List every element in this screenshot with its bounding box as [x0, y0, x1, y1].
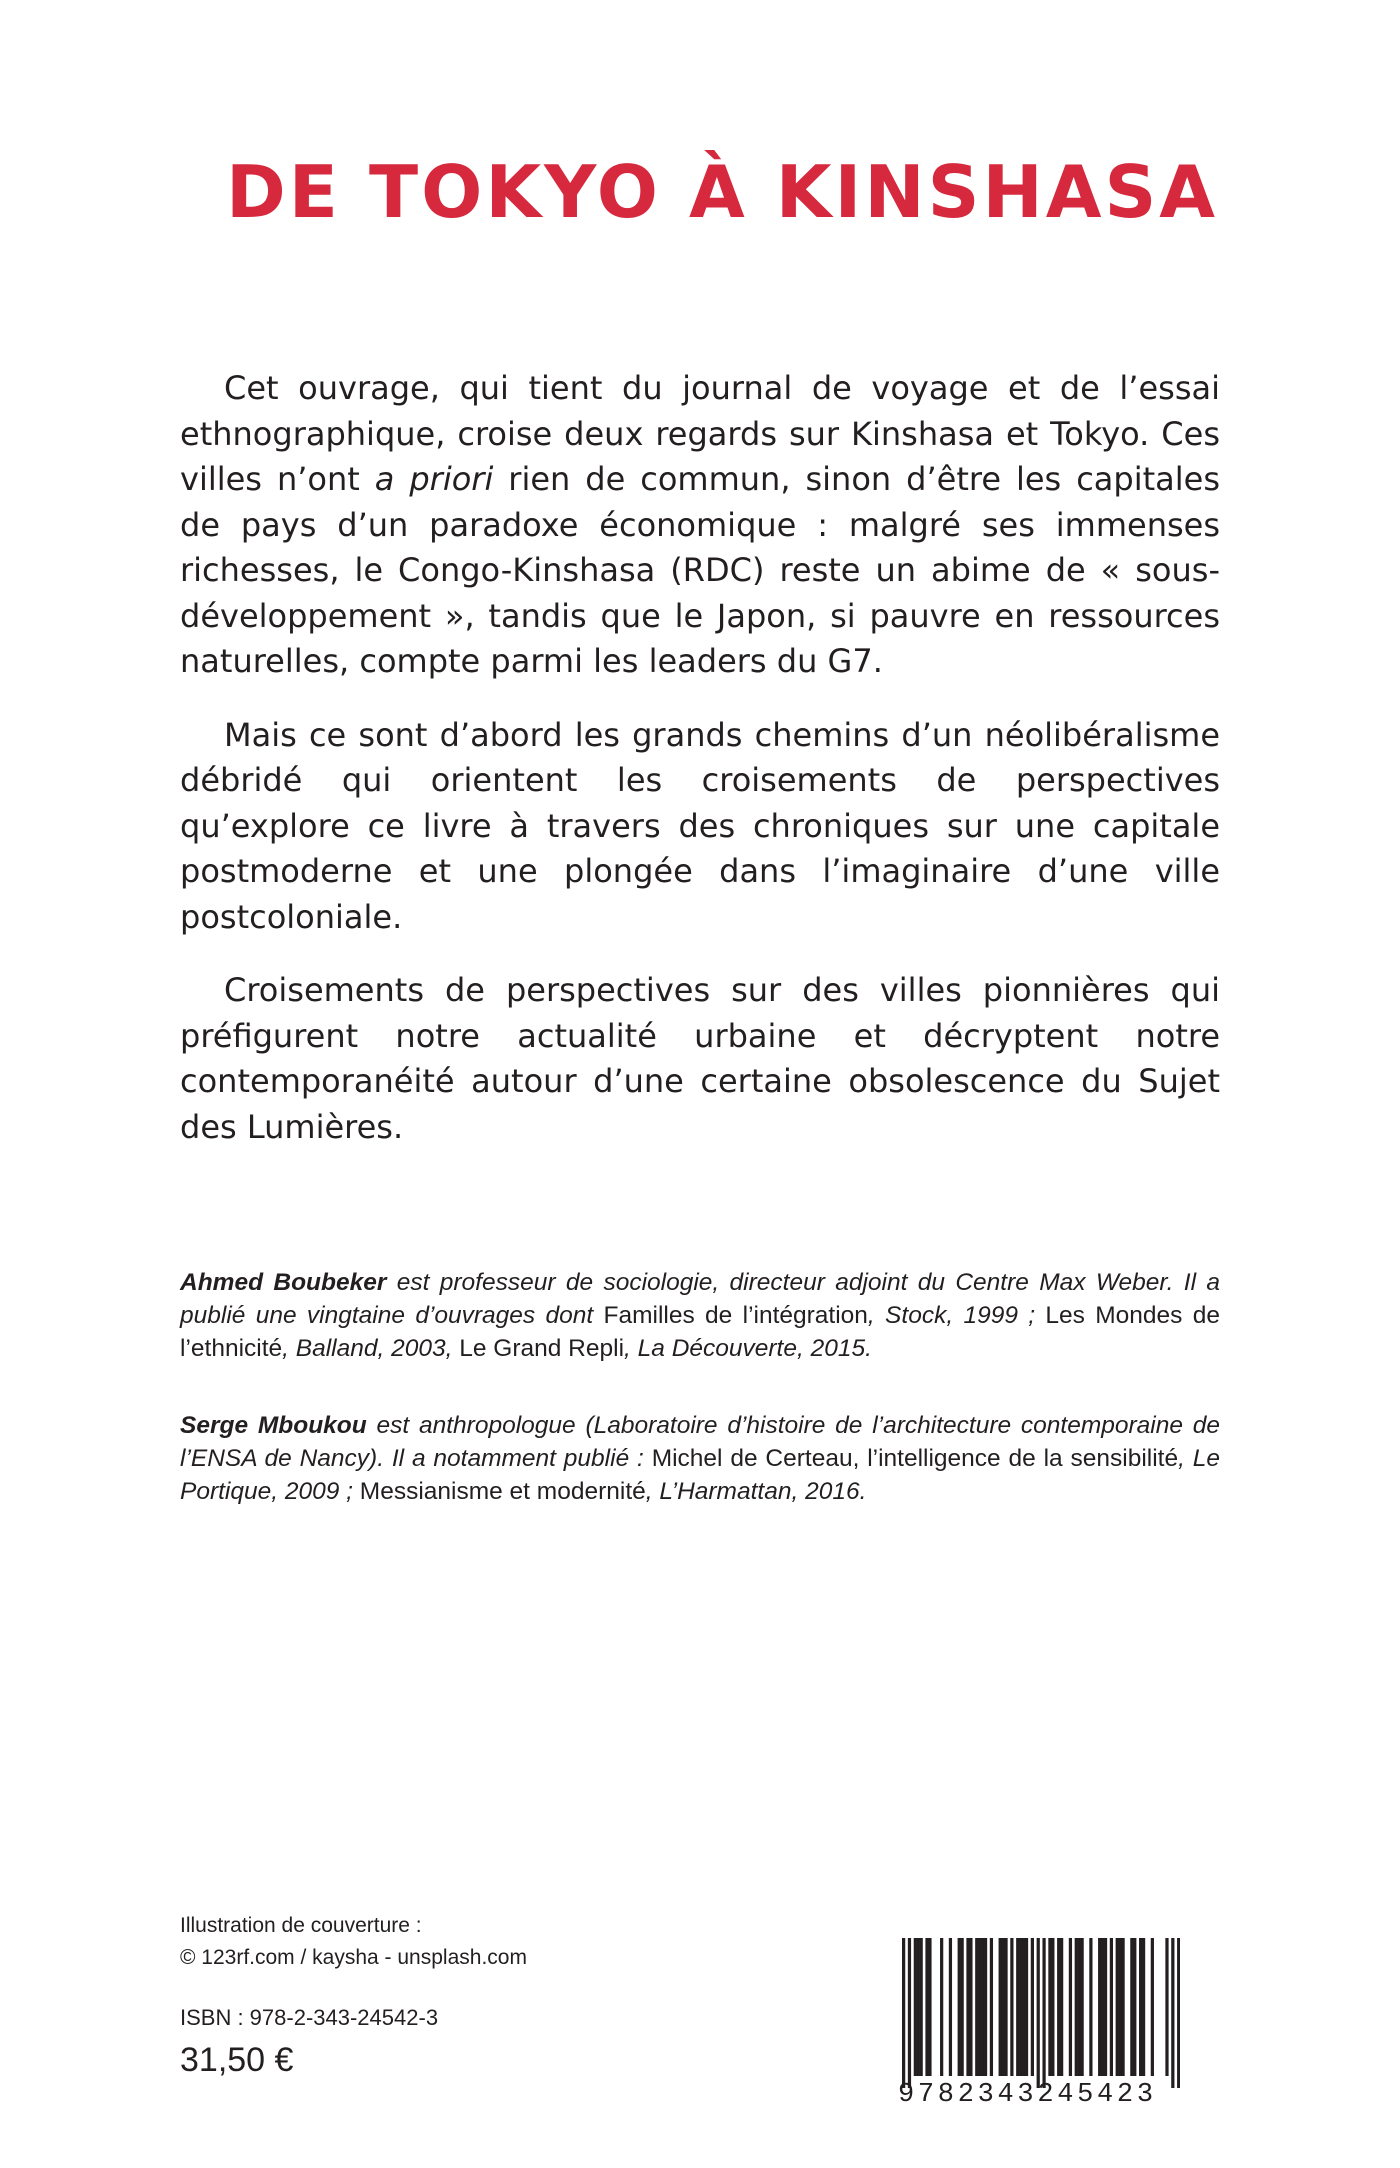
- barcode-bar: [1004, 1938, 1007, 2076]
- barcode-bar: [961, 1938, 964, 2076]
- barcode-bar: [1110, 1938, 1113, 2076]
- barcode-bar: [908, 1938, 911, 2088]
- barcode-bar: [1171, 1938, 1174, 2088]
- barcode-bar: [1151, 1938, 1154, 2076]
- barcode-bar: [1133, 1938, 1136, 2076]
- author-bio-1: [180, 1266, 1220, 1365]
- bio-text: est anthropologue (Laboratoire d’histoire de l’architecture contemporaine de l’ENSA de Nancy). Il a notamment publié :: [180, 1412, 1220, 1472]
- bio-text: , Balland, 2003,: [282, 1335, 460, 1362]
- barcode-bar: [1075, 1938, 1078, 2076]
- barcode-icon: [902, 1938, 1180, 2088]
- book-title-ref: Familles de l’intégration: [603, 1302, 868, 1329]
- barcode-bar: [990, 1938, 993, 2076]
- barcode-bar: [1016, 1938, 1019, 2076]
- book-summary: [180, 366, 1220, 1178]
- barcode-bar: [1069, 1938, 1072, 2076]
- barcode-bar: [1121, 1938, 1124, 2076]
- barcode-bar: [1042, 1938, 1045, 2088]
- summary-text: rien de commun, sinon d’être les capitales de pays d’un paradoxe économique : malgré ses immenses richesses, le Congo-Kinshasa (RDC) reste un abime de « sous-développement », tandis que le Japon, si pauvre en ressources naturelles, compte parmi les leaders du G7.: [180, 460, 1220, 680]
- barcode-bar: [1019, 1938, 1022, 2076]
- barcode-bar: [1089, 1938, 1092, 2076]
- barcode-bar: [958, 1938, 961, 2076]
- summary-paragraph-3: Croisements de perspectives sur des villes pionnières qui préfigurent notre actualité urbaine et décryptent notre contemporanéité autour d’une certaine obsolescence du Sujet des Lumières.: [180, 971, 1220, 1146]
- barcode-bar: [917, 1938, 920, 2076]
- barcode-bar: [978, 1938, 981, 2076]
- isbn: ISBN : 978-2-343-24542-3: [180, 2005, 439, 2030]
- barcode-bar: [1037, 1938, 1040, 2088]
- barcode-bar: [1165, 1938, 1168, 2076]
- author-name: Serge Mboukou: [180, 1412, 367, 1439]
- barcode-bar: [1001, 1938, 1004, 2076]
- summary-paragraph-2: Mais ce sont d’abord les grands chemins d’un néolibéralisme débridé qui orientent les croisements de perspectives qu’explore ce livre à travers des chroniques sur une capitale postmoderne et une plongée dans l’imaginaire d’une ville postcoloniale.: [180, 715, 1220, 936]
- barcode-bar: [940, 1938, 943, 2076]
- barcode-bar: [920, 1938, 923, 2076]
- book-title: DE TOKYO À KINSHASA: [226, 150, 1219, 234]
- bio-text: , Le Portique, 2009 ;: [180, 1445, 1220, 1505]
- barcode-bar: [1142, 1938, 1145, 2076]
- barcode-bar: [984, 1938, 987, 2076]
- bio-text: , Stock, 1999 ;: [867, 1302, 1046, 1329]
- summary-text: Cet ouvrage, qui tient du journal de voyage et de l’essai ethnographique, croise deux regards sur Kinshasa et Tokyo. Ces villes n’ont: [180, 369, 1220, 498]
- barcode-bar: [902, 1938, 905, 2088]
- barcode-bar: [1022, 1938, 1025, 2076]
- bio-text: , L’Harmattan, 2016.: [645, 1478, 867, 1505]
- barcode-bar: [981, 1938, 984, 2076]
- barcode-bar: [1025, 1938, 1028, 2076]
- book-title-ref: Michel de Certeau, l’intelligence de la sensibilité: [651, 1445, 1179, 1472]
- summary-italic-text: a priori: [374, 460, 494, 498]
- author-bio-2: [180, 1409, 1220, 1508]
- barcode-bar: [925, 1938, 928, 2076]
- barcode-bar: [1130, 1938, 1133, 2076]
- barcode: [898, 1938, 1180, 2113]
- book-title-ref: Les Mondes de l’ethnicité: [180, 1302, 1220, 1362]
- bio-text: , La Découverte, 2015.: [624, 1335, 872, 1362]
- barcode-bar: [1010, 1938, 1013, 2076]
- barcode-bar: [1031, 1938, 1034, 2076]
- book-title-ref: Le Grand Repli: [459, 1335, 625, 1362]
- barcode-bar: [1060, 1938, 1063, 2076]
- author-name: Ahmed Boubeker: [180, 1269, 387, 1296]
- barcode-digits: 9782343245423: [898, 2080, 1157, 2110]
- credit-label: Illustration de couverture :: [180, 1914, 422, 1937]
- barcode-bar: [1081, 1938, 1084, 2076]
- barcode-bar: [1048, 1938, 1051, 2076]
- barcode-bar: [1098, 1938, 1101, 2076]
- author-bios: [180, 1266, 1220, 1552]
- barcode-bar: [1119, 1938, 1122, 2076]
- credit-source: © 123rf.com / kaysha - unsplash.com: [180, 1946, 527, 1969]
- barcode-bar: [1078, 1938, 1081, 2076]
- barcode-bar: [1104, 1938, 1107, 2076]
- barcode-bar: [1051, 1938, 1054, 2076]
- barcode-bar: [914, 1938, 917, 2076]
- barcode-bar: [949, 1938, 952, 2076]
- barcode-bar: [999, 1938, 1002, 2076]
- bio-text: est professeur de sociologie, directeur adjoint du Centre Max Weber. Il a publié une vingtaine d’ouvrages dont: [180, 1269, 1221, 1329]
- barcode-bar: [966, 1938, 969, 2076]
- barcode-bar: [1101, 1938, 1104, 2076]
- barcode-bar: [928, 1938, 931, 2076]
- barcode-bar: [1057, 1938, 1060, 2076]
- barcode-bar: [1177, 1938, 1180, 2088]
- barcode-bar: [969, 1938, 972, 2076]
- price: 31,50 €: [180, 2041, 294, 2079]
- barcode-bar: [1139, 1938, 1142, 2076]
- barcode-bar: [1116, 1938, 1119, 2076]
- barcode-bar: [975, 1938, 978, 2076]
- cover-illustration-credit: [180, 1910, 527, 1974]
- summary-paragraph-1: [180, 366, 1220, 685]
- book-title-ref: Messianisme et modernité: [359, 1478, 646, 1505]
